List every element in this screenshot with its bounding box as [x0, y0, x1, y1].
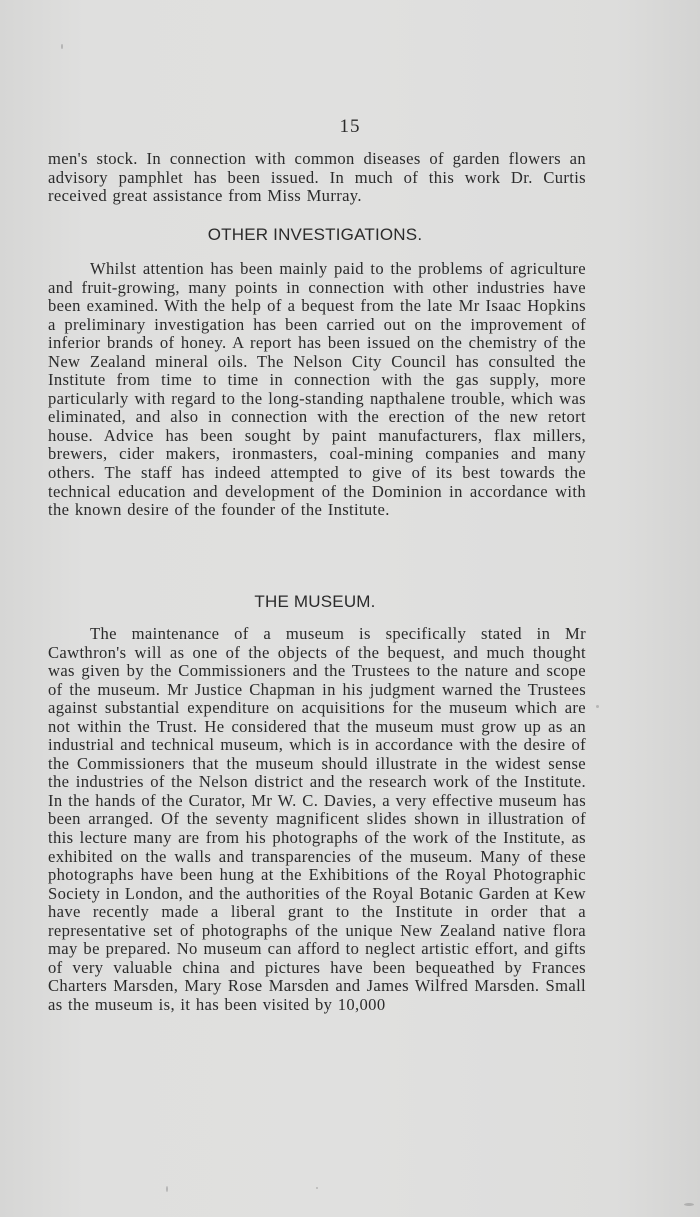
other-investigations-heading: OTHER INVESTIGATIONS. [207, 225, 423, 244]
paper-speck [596, 705, 599, 708]
paper-speck [316, 1187, 318, 1189]
paper-speck [61, 44, 63, 49]
museum-paragraph: The maintenance of a museum is specifically stated in Mr Cawthron's will as one of the objects of the bequest, and much thought was given by the Commissioners and the Trustees to the nature and scope of the museum. Mr Justice Chapman in his judgment warned the Trustees against substantial expenditure on acquisitions for the museum which are not within the Trust. He considered that the museum must grow up as an industrial and technical museum, which is in accordance with the desire of the Commissioners that the museum should illustrate in the widest sense the industries of the Nelson district and the research work of the Institute. In the hands of the Curator, Mr W. C. Davies, a very effective museum has been arranged. Of the seventy magnificent slides shown in illustration of this lecture many are from his photographs of the work of the Institute, as exhibited on the walls and transparencies of the museum. Many of these photographs have been hung at the Exhibitions of the Royal Photographic Society in London, and the authorities of the Royal Botanic Garden at Kew have recently made a liberal grant to the Institute in order that a representative set of photographs of the unique New Zealand native flora may be prepared. No museum can afford to neglect artistic effort, and gifts of very valuable china and pictures have been bequeathed by Frances Charters Marsden, Mary Rose Marsden and James Wilfred Marsden. Small as the museum is, it has been visited by 10,000 [48, 624, 586, 1014]
page-number: 15 [339, 116, 361, 137]
other-investigations-paragraph: Whilst attention has been mainly paid to the problems of agriculture and fruit-growing, many points in connection with other industries have been examined. With the help of a bequest from the late Mr Isaac Hopkins a preliminary investigation has been carried out on the improvement of inferior brands of honey. A report has been issued on the chemistry of the New Zealand mineral oils. The Nelson City Council has consulted the Institute from time to time in connection with the gas supply, more particularly with regard to the long-standing napthalene trouble, which was eliminated, and also in connection with the erection of the new retort house. Advice has been sought by paint manufacturers, flax millers, brewers, cider makers, ironmasters, coal-mining companies and many others. The staff has indeed attempted to give of its best towards the technical education and development of the Dominion in accordance with the known desire of the founder of the Institute. [48, 259, 586, 520]
intro-paragraph: men's stock. In connection with common diseases of garden flowers an advisory pamphlet has been issued. In much of this work Dr. Curtis received great assistance from Miss Murray. [48, 149, 586, 206]
paper-speck [684, 1203, 694, 1206]
paper-speck [166, 1186, 168, 1192]
museum-heading: THE MUSEUM. [254, 592, 376, 611]
